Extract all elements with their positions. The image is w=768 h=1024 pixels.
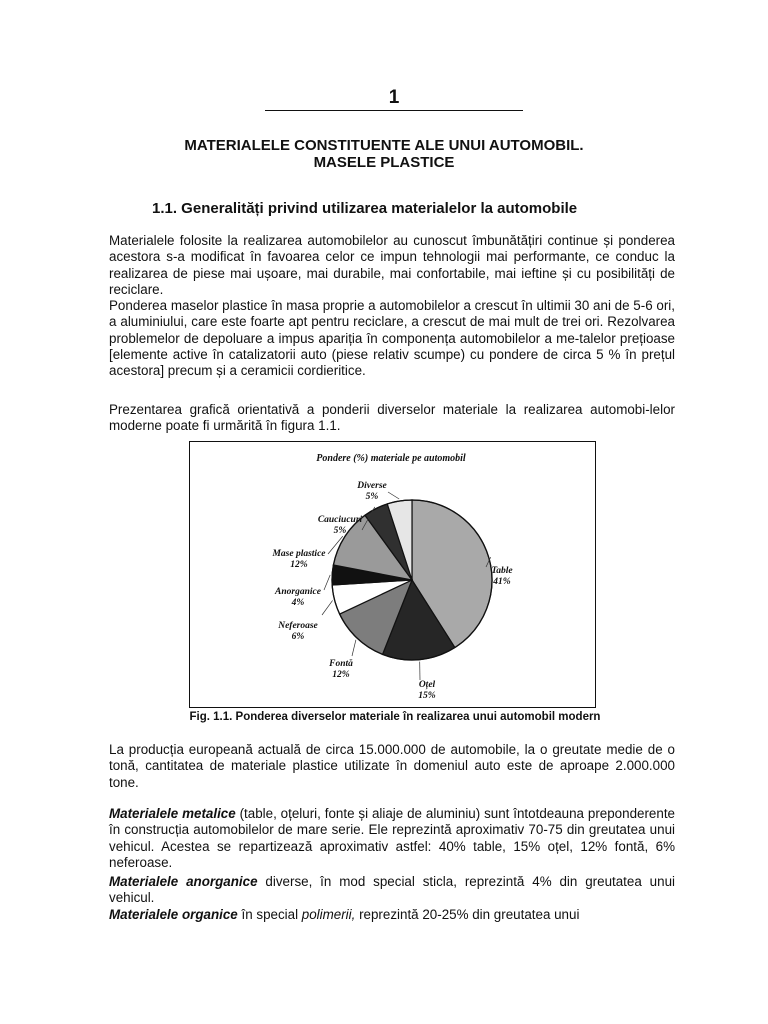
- slice-label: Cauciucuri: [317, 515, 363, 525]
- leader-line: [322, 600, 333, 615]
- slice-value-label: 41%: [493, 577, 511, 587]
- slice-value-label: 12%: [290, 560, 308, 570]
- slice-label: Table: [491, 566, 513, 576]
- slice-label: Oțel: [418, 680, 436, 690]
- term-anorganice: Materialele anorganice: [109, 874, 258, 889]
- slice-value-label: 6%: [291, 632, 305, 642]
- paragraph-4: La producția europeană actuală de circa 15.000.000 de automobile, la o greutate medie de o tonă, cantitatea de materiale plastice utilizate în domeniul auto este de aproape 2.000.000 tone.: [109, 742, 675, 790]
- paragraph-5-text: (table, oțeluri, fonte și aliaje de aluminiu) sunt întotdeauna preponderente în construcția automobilelor de mare serie. Ele reprezintă aproximativ 70-75 din greutatea unui vehicul. Acestea se repartizează aproximativ astfel: 40% table, 15% oțel, 12% fontă, 6% neferoase.: [109, 806, 675, 870]
- slice-value-label: 4%: [291, 598, 305, 608]
- slice-label: Mase plastice: [272, 549, 326, 559]
- chart-title: Pondere (%) materiale pe automobil: [316, 453, 466, 464]
- paragraph-2: Ponderea maselor plastice în masa proprie a automobilelor a crescut în ultimii 30 ani de 5-6 ori, a aluminiului, care este foarte apt pentru reciclare, a crescut de mai mult de trei ori. Rezolvarea problemelor de depoluare a impus apariția în componența automobilelor a me-talelor prețioase [elemente active în catalizatorii auto (piese relativ scumpe) cu pondere de circa 5 % în prețul acestora] precum și a ceramicii cordieritice.: [109, 298, 675, 379]
- slice-label: Anorganice: [275, 587, 321, 597]
- slice-value-label: 5%: [333, 526, 347, 536]
- pie-chart: [190, 442, 595, 707]
- slice-label: Fontă: [329, 659, 353, 669]
- slice-value-label: 5%: [365, 492, 379, 502]
- slice-label: Neferoase: [278, 621, 318, 631]
- leader-line: [388, 492, 399, 499]
- paragraph-6: [109, 874, 675, 907]
- leader-line: [352, 640, 356, 656]
- paragraph-6-text: diverse, în mod special sticla, reprezintă 4% din greutatea unui vehicul.: [109, 874, 675, 906]
- chapter-title-line1: MATERIALELE CONSTITUENTE ALE UNUI AUTOMOBIL.: [184, 137, 584, 154]
- leader-line: [324, 575, 330, 590]
- slice-value-label: 12%: [332, 670, 350, 680]
- paragraph-7-mid: în special: [237, 907, 302, 922]
- term-polimerii: polimerii,: [301, 907, 356, 922]
- slice-label: Diverse: [357, 481, 387, 491]
- paragraph-1: Materialele folosite la realizarea automobilelor au cunoscut îmbunătățiri continue și ponderea acestora s-a modificat în favoarea celor ce impun tehnologii mai performante, ce conduc la realizarea de piese mai ușoare, mai durabile, mai confortabile, mai ieftine și cu posibilități de reciclare.: [109, 233, 675, 297]
- paragraph-7: [109, 907, 675, 923]
- paragraph-5: [109, 806, 675, 871]
- figure-1-1: [189, 441, 596, 708]
- paragraph-3: Prezentarea grafică orientativă a ponderii diverselor materiale la realizarea automobi-lelor moderne poate fi urmărită în figura 1.1.: [109, 402, 675, 434]
- figure-caption: Fig. 1.1. Ponderea diverselor materiale în realizarea unui automobil modern: [189, 711, 601, 723]
- chapter-title: [60, 137, 708, 171]
- chapter-title-line2: MASELE PLASTICE: [313, 154, 455, 171]
- chapter-number: 1: [265, 88, 523, 111]
- paragraph-7-text: reprezintă 20-25% din greutatea unui: [355, 907, 580, 922]
- term-organice: Materialele organice: [109, 907, 238, 922]
- term-metalice: Materialele metalice: [109, 806, 236, 821]
- section-title: 1.1. Generalități privind utilizarea materialelor la automobile: [152, 200, 578, 217]
- slice-value-label: 15%: [418, 691, 436, 701]
